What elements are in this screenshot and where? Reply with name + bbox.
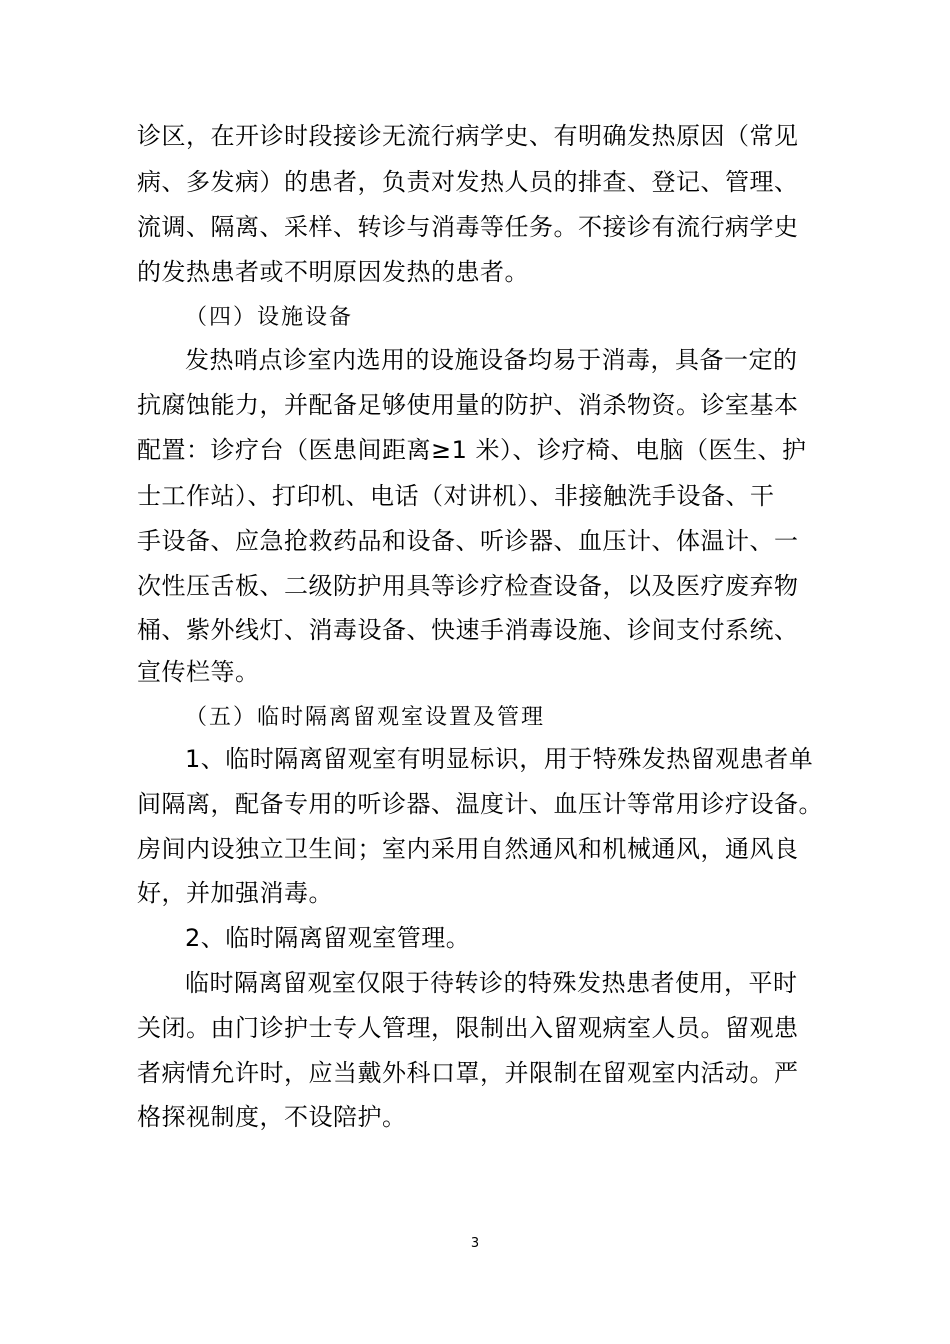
paragraph-line: 1、临时隔离留观室有明显标识，用于特殊发热留观患者单: [185, 745, 814, 773]
paragraph-line: 次性压舌板、二级防护用具等诊疗检查设备，以及医疗废弃物: [137, 572, 799, 600]
paragraph-line: 病、多发病）的患者，负责对发热人员的排查、登记、管理、: [137, 168, 799, 196]
paragraph-line: 宣传栏等。: [137, 658, 260, 686]
paragraph-line: 间隔离，配备专用的听诊器、温度计、血压计等常用诊疗设备。: [137, 790, 823, 818]
paragraph-line: 者病情允许时，应当戴外科口罩，并限制在留观室内活动。严: [137, 1059, 799, 1087]
paragraph-line: 的发热患者或不明原因发热的患者。: [137, 258, 529, 286]
paragraph-line: 诊区，在开诊时段接诊无流行病学史、有明确发热原因（常见: [137, 122, 799, 150]
paragraph-line: 士工作站）、打印机、电话（对讲机）、非接触洗手设备、干: [137, 482, 775, 510]
page-number: 3: [470, 1236, 480, 1251]
paragraph-line: 发热哨点诊室内选用的设施设备均易于消毒，具备一定的: [185, 346, 798, 374]
section-heading-isolation-room: （五）临时隔离留观室设置及管理: [185, 705, 546, 730]
paragraph-line: 抗腐蚀能力，并配备足够使用量的防护、消杀物资。诊室基本: [137, 391, 799, 419]
paragraph-line: 房间内设独立卫生间；室内采用自然通风和机械通风，通风良: [137, 835, 799, 863]
paragraph-line: 桶、紫外线灯、消毒设备、快速手消毒设施、诊间支付系统、: [137, 616, 799, 644]
paragraph-line: 流调、隔离、采样、转诊与消毒等任务。不接诊有流行病学史: [137, 213, 799, 241]
paragraph-line: 关闭。由门诊护士专人管理，限制出入留观病室人员。留观患: [137, 1014, 799, 1042]
paragraph-line: 临时隔离留观室仅限于待转诊的特殊发热患者使用，平时: [185, 969, 798, 997]
section-heading-facilities: （四）设施设备: [185, 305, 354, 330]
paragraph-line: 格探视制度，不设陪护。: [137, 1103, 407, 1131]
paragraph-line: 好，并加强消毒。: [137, 879, 333, 907]
paragraph-line: 手设备、应急抢救药品和设备、听诊器、血压计、体温计、一: [137, 527, 799, 555]
subsection-title: 2、临时隔离留观室管理。: [185, 924, 471, 952]
paragraph-line: 配置：诊疗台（医患间距离≥1 米）、诊疗椅、电脑（医生、护: [137, 436, 807, 464]
